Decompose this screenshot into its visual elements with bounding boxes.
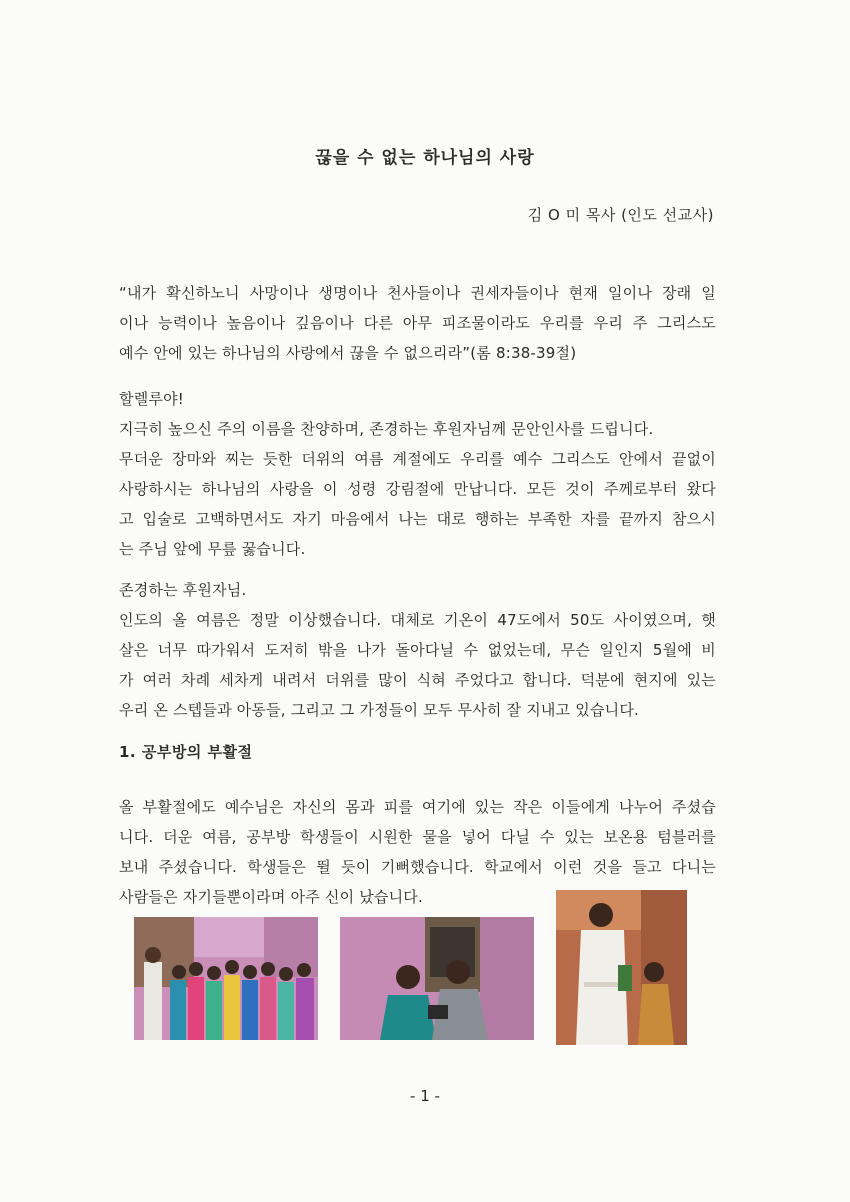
quote-line: 이나 능력이나 높음이나 깊음이나 다른 아무 피조물이라도 우리를 우리 주 그리스도: [119, 314, 716, 332]
section-line: 보내 주셨습니다. 학생들은 뛸 듯이 기뻐했습니다. 학교에서 이런 것을 들고 다니는: [119, 858, 716, 876]
greeting-line: 사랑하시는 하나님의 사랑을 이 성령 강림절에 만납니다. 모든 것이 주께로부터 왔다: [119, 480, 716, 498]
section-line: 올 부활절에도 예수님은 자신의 몸과 피를 여기에 있는 작은 이들에게 나누어 주셨습: [119, 798, 716, 816]
letter-paragraph: [119, 575, 716, 725]
greeting-line: 지극히 높으신 주의 이름을 찬양하며, 존경하는 후원자님께 문안인사를 드립니다.: [119, 420, 654, 438]
section-line: 사람들은 자기들뿐이라며 아주 신이 났습니다.: [119, 888, 423, 906]
section-line: 니다. 더운 여름, 공부방 학생들이 시원한 물을 넣어 다닐 수 있는 보온용 텀블러를: [119, 828, 716, 846]
letter-line: 존경하는 후원자님.: [119, 581, 247, 599]
page-title: 끊을 수 없는 하나님의 사랑: [315, 148, 535, 168]
greeting-line: 할렐루야!: [119, 390, 184, 408]
greeting-line: 무더운 장마와 찌는 듯한 더위의 여름 계절에도 우리를 예수 그리스도 안에서 끝없이: [119, 450, 716, 468]
letter-line: 인도의 올 여름은 정말 이상했습니다. 대체로 기온이 47도에서 50도 사이였으며, 햇: [119, 611, 716, 629]
greeting-paragraph: [119, 384, 716, 564]
greeting-line: 고 입술로 고백하면서도 자기 마음에서 나는 대로 행하는 부족한 자를 끝까지 참으시: [119, 510, 716, 528]
greeting-line: 는 주님 앞에 무릎 꿇습니다.: [119, 540, 306, 558]
quote-line: 예수 안에 있는 하나님의 사랑에서 끊을 수 없으리라”(롬 8:38-39절): [119, 344, 577, 362]
quote-line: “내가 확신하노니 사망이나 생명이나 천사들이나 권세자들이나 현재 일이나 장래 일: [119, 284, 716, 302]
section-heading: 1. 공부방의 부활절: [119, 743, 253, 761]
letter-line: 살은 너무 따가워서 도저히 밖을 나가 돌아다닐 수 없었는데, 무슨 일인지 5월에 비: [119, 641, 716, 659]
photo-students-group: [134, 917, 318, 1040]
scripture-quote: [119, 278, 716, 368]
photo-teachers-tumbler: [340, 917, 534, 1040]
page-number: - 1 -: [410, 1087, 440, 1105]
letter-line: 우리 온 스텝들과 아동들, 그리고 그 가정들이 모두 무사히 잘 지내고 있습니다.: [119, 701, 639, 719]
author-line: 김 O 미 목사 (인도 선교사): [527, 206, 714, 224]
letter-line: 가 여러 차례 세차게 내려서 더위를 많이 식혀 주었다고 합니다. 덕분에 현지에 있는: [119, 671, 716, 689]
photo-pastor-child: [556, 890, 687, 1045]
